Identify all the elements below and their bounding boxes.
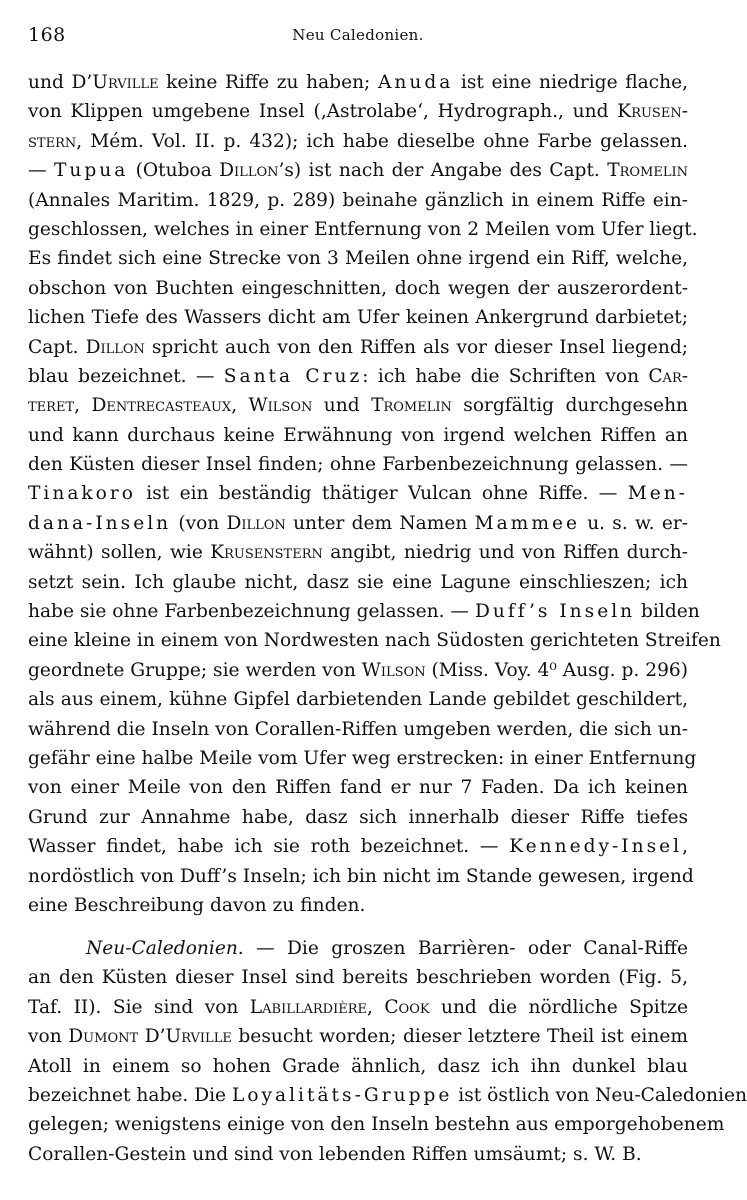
text-run: u. s. w. er- [579, 512, 688, 534]
text-run: Es findet sich eine Strecke von 3 Meilen ohne irgend ein Riff, welche, [28, 248, 688, 270]
text-run: und die nördliche Spitze [429, 996, 689, 1018]
text-run: spricht auch von den Riffen als vor dieser Insel liegend; [144, 336, 688, 358]
text-run: (Otuboa [128, 160, 220, 182]
spaced-place-name: Kennedy-Insel [509, 836, 683, 858]
small-caps-name: Dentrecasteaux [91, 395, 232, 417]
text-run: lichen Tiefe des Wassers dicht am Ufer keinen Ankergrund darbietet; [28, 307, 688, 329]
text-line [28, 274, 688, 303]
text-run: geschlossen, welches in einer Entfernung von 2 Meilen vom Ufer liegt. [28, 218, 698, 240]
text-line [28, 186, 688, 215]
text-line [28, 333, 688, 362]
text-run: Taf. II). Sie sind von [28, 996, 250, 1018]
text-line [28, 156, 688, 185]
text-line [28, 215, 698, 244]
text-run: während die Inseln von Corallen-Riffen umgeben werden, die sich un- [28, 718, 688, 740]
text-run: obschon von Buchten eingeschnitten, doch wegen der auszerordent- [28, 277, 688, 299]
text-run: unter dem Namen [285, 512, 475, 534]
small-caps-name: teret [28, 395, 75, 417]
text-run: von Klippen umgebene Insel (‚Astrolabe‘, Hydrograph., und [28, 101, 618, 123]
spaced-place-name: dana-Inseln [28, 512, 172, 534]
text-run: keine Riffe zu haben; [158, 72, 378, 93]
small-caps-name: Cook [384, 996, 430, 1018]
text-line [28, 626, 721, 655]
text-line [28, 97, 688, 126]
small-caps-name: Dillon [219, 160, 279, 182]
small-caps-name: Krusenstern [210, 542, 323, 564]
text-run: bezeichnet habe. Die [28, 1084, 232, 1106]
text-line [28, 934, 688, 963]
text-run: und kann durchaus keine Erwähnung von irgend welchen Riffen an [28, 424, 688, 446]
text-run: , Mém. Vol. II. p. 432); ich habe dieselbe ohne Farbe gelassen. [76, 130, 688, 152]
text-run: Wasser findet, habe ich sie roth bezeichnet. — [28, 836, 510, 858]
text-line [28, 715, 688, 744]
spaced-place-name: Tupua [53, 160, 129, 182]
text-line [28, 68, 688, 97]
spaced-place-name: Anuda [377, 72, 454, 93]
spaced-place-name: Mammee [474, 512, 580, 534]
text-run: gefähr eine halbe Meile vom Ufer weg erstrecken: in einer Entfernung [28, 747, 697, 769]
text-run: angibt, niedrig und von Riffen durch- [322, 542, 689, 564]
small-caps-name: Dillon [226, 512, 286, 534]
text-line [28, 597, 700, 626]
text-line [28, 244, 688, 273]
text-run: : ich habe die Schriften von [362, 365, 649, 387]
page-header [28, 24, 688, 54]
text-run: und D’ [28, 72, 93, 93]
paragraph-tupua-santa-cruz-duff [28, 68, 721, 920]
spaced-place-name: Santa Cruz [223, 365, 363, 387]
spaced-place-name: Loyalitäts-Gruppe [231, 1084, 453, 1106]
text-run: (Annales Maritim. 1829, p. 289) beinahe gänzlich in einem Riffe ein- [28, 189, 688, 211]
text-run: — [28, 160, 54, 182]
text-line [28, 391, 688, 420]
text-run: und [312, 395, 372, 417]
text-run: ist ein beständig thätiger Vulcan ohne Riffe. — [135, 483, 628, 505]
text-run: Atoll in einem so hohen Grade ähnlich, dasz ich ihn dunkel blau [28, 1055, 688, 1077]
text-run: eine kleine in einem von Nordwesten nach Südosten gerichteten Streifen [28, 630, 721, 652]
text-run: , [366, 996, 385, 1018]
small-caps-name: Wilson [361, 659, 426, 681]
spaced-place-name: Duff’s Inseln [474, 601, 636, 623]
text-run: Capt. [28, 336, 86, 358]
text-run: , [74, 395, 92, 417]
text-line [28, 803, 688, 832]
small-caps-name: Tromelin [607, 160, 688, 182]
small-caps-name: Dumont D’Urville [68, 1026, 232, 1048]
text-run: ist östlich von Neu-Caledonien [452, 1084, 747, 1106]
text-run: , [231, 395, 249, 417]
text-run: habe sie ohne Farbenbezeichnung gelassen. — [28, 601, 475, 623]
text-line [28, 509, 688, 538]
text-line [28, 685, 688, 714]
small-caps-name: Krusen- [617, 101, 688, 123]
text-line [28, 656, 688, 685]
text-line [28, 773, 688, 802]
small-caps-name: Tromelin [371, 395, 452, 417]
text-run: den Küsten dieser Insel finden; ohne Farbenbezeichnung gelassen. — [28, 454, 688, 476]
text-line [28, 362, 688, 391]
text-run: — Die groszen Barrièren- oder Canal-Riffe [243, 938, 688, 959]
spaced-place-name: Men- [627, 483, 688, 505]
small-caps-name: Urville [92, 72, 159, 93]
italic-heading: Neu-Caledonien. [86, 938, 244, 959]
text-run: eine Beschreibung davon zu finden. [28, 894, 366, 916]
small-caps-name: Wilson [248, 395, 313, 417]
small-caps-name: stern [28, 130, 77, 152]
text-line [28, 450, 688, 479]
text-line [28, 993, 688, 1022]
text-run: besucht worden; dieser letztere Theil ist einem [231, 1026, 688, 1048]
text-run: geordnete Gruppe; sie werden von [28, 659, 362, 681]
text-run: Corallen-Gestein und sind von lebenden Riffen umsäumt; s. W. B. [28, 1143, 642, 1165]
text-run: setzt sein. Ich glaube nicht, dasz sie eine Lagune einschlieszen; ich [28, 571, 688, 593]
text-run: von einer Meile von den Riffen fand er nur 7 Faden. Da ich keinen [28, 777, 688, 799]
text-run: von [28, 1026, 69, 1048]
text-run: Grund zur Annahme habe, dasz sich innerhalb dieser Riffe tiefes [28, 806, 688, 828]
text-line [28, 479, 688, 508]
text-run: an den Küsten dieser Insel sind bereits beschrieben worden (Fig. 5, [28, 967, 688, 989]
text-line [28, 303, 688, 332]
text-line [28, 1052, 688, 1081]
text-line [28, 421, 688, 450]
text-run: sorgfältig durchgesehn [451, 395, 689, 417]
text-line [28, 127, 688, 156]
text-run: bilden [635, 601, 700, 623]
text-line [28, 1081, 747, 1110]
page-number: 168 [28, 24, 66, 46]
text-run: gelegen; wenigstens einige von den Inseln bestehn aus emporgehobenem [28, 1114, 725, 1136]
text-line [28, 832, 688, 861]
text-run: ist eine niedrige flache, [453, 72, 688, 93]
text-run: , [682, 836, 688, 858]
text-line [28, 862, 694, 891]
text-line [28, 1022, 688, 1051]
text-run: nordöstlich von Duff’s Inseln; ich bin nicht im Stande gewesen, irgend [28, 865, 694, 887]
text-line [28, 891, 688, 920]
text-line [28, 744, 697, 773]
text-line [28, 568, 688, 597]
text-run: wähnt) sollen, wie [28, 542, 211, 564]
running-title: Neu Caledonien. [292, 26, 424, 44]
text-run: blau bezeichnet. — [28, 365, 224, 387]
paragraph-neu-caledonien [28, 934, 747, 1169]
text-line [28, 963, 688, 992]
small-caps-name: Labillardière [249, 996, 367, 1018]
small-caps-name: Car- [648, 365, 689, 387]
text-run: (Miss. Voy. 4⁰ Ausg. p. 296) [425, 659, 689, 681]
spaced-place-name: Tinakoro [28, 483, 136, 505]
text-line [28, 538, 688, 567]
text-run: (von [171, 512, 227, 534]
small-caps-name: Dillon [85, 336, 145, 358]
text-run: ’s) ist nach der Angabe des Capt. [278, 160, 608, 182]
text-line [28, 1140, 688, 1169]
text-run: als aus einem, kühne Gipfel darbietenden Lande gebildet geschildert, [28, 689, 688, 711]
text-line [28, 1110, 725, 1139]
